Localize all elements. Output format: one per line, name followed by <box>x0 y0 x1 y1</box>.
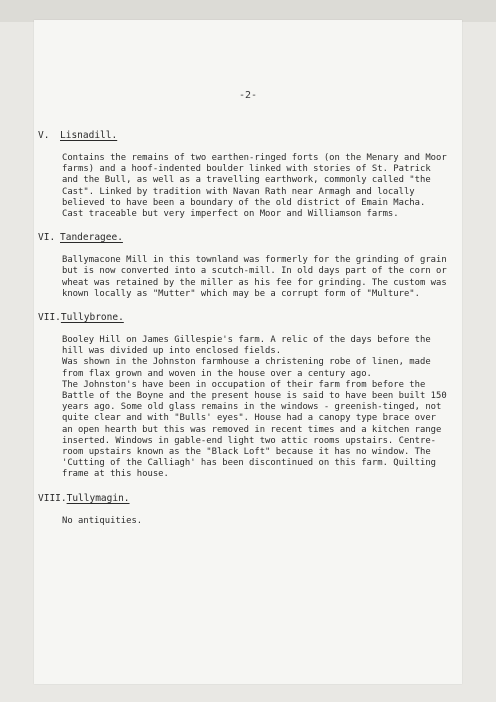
section-body <box>62 153 452 220</box>
section-title: Lisnadill. <box>60 130 118 141</box>
paragraph: No antiquities. <box>62 515 143 526</box>
paragraph: Was shown in the Johnston farmhouse a christening robe of linen, made from flax grown and woven in the house over a century ago. <box>62 357 431 379</box>
scan-background-top <box>0 0 496 22</box>
section-numeral: VIII. <box>38 492 67 504</box>
page-number: -2- <box>238 90 258 101</box>
paragraph: Contains the remains of two earthen-ringed forts (on the Menary and Moor farms) and a hoof-indented boulder linked with stories of St. Patrick and the Bull, as well as a travelling earthwork, commonly called "the Cast". Linked by tradition with Navan Rath near Armagh and locally believed to have been a boundary of the old district of Emain Macha. <box>62 153 447 208</box>
section-body <box>62 516 452 527</box>
section-heading <box>38 130 452 142</box>
document-content <box>38 130 452 527</box>
section-body <box>62 255 452 300</box>
section-numeral: VII. <box>38 312 61 324</box>
section-tanderagee <box>38 232 452 300</box>
section-heading <box>38 232 452 244</box>
section-title: Tullymagin. <box>66 492 130 504</box>
section-title: Tullybrone. <box>60 312 124 324</box>
section-body <box>62 335 452 481</box>
paragraph: Ballymacone Mill in this townland was formerly for the grinding of grain but is now converted into a scutch-mill. In old days part of the corn or wheat was retained by the miller as his fee for grinding. The custom was known locally as "Mutter" which may be a corrupt form of "Multure". <box>62 255 447 299</box>
section-numeral: VI. <box>38 232 56 244</box>
section-tullymagin <box>38 493 452 527</box>
paragraph: Cast traceable but very imperfect on Moor and Williamson farms. <box>62 209 399 220</box>
section-lisnadill <box>38 130 452 220</box>
document-page <box>34 20 462 684</box>
section-heading <box>38 312 452 324</box>
paragraph: The Johnston's have been in occupation of their farm from before the Battle of the Boyne and the present house is said to have been built 150 years ago. Some old glass remains in the windows - greenish-tinged, not quite clear and with "Bulls' eyes". House had a canopy type brace over an open hearth but this was removed in recent times and a kitchen range inserted. Windows in gable-end light two attic rooms upstairs. Centre-room upstairs known as the "Black Loft" because it has no window. The 'Cutting of the Calliagh' has been discontinued on this farm. Quilting frame at this house. <box>62 379 447 480</box>
paragraph: Booley Hill on James Gillespie's farm. A relic of the days before the hill was divided up into enclosed fields. <box>62 335 431 357</box>
section-numeral: V. <box>38 130 50 141</box>
section-title: Tanderagee. <box>60 232 123 244</box>
section-heading <box>38 493 452 505</box>
section-tullybrone <box>38 312 452 481</box>
